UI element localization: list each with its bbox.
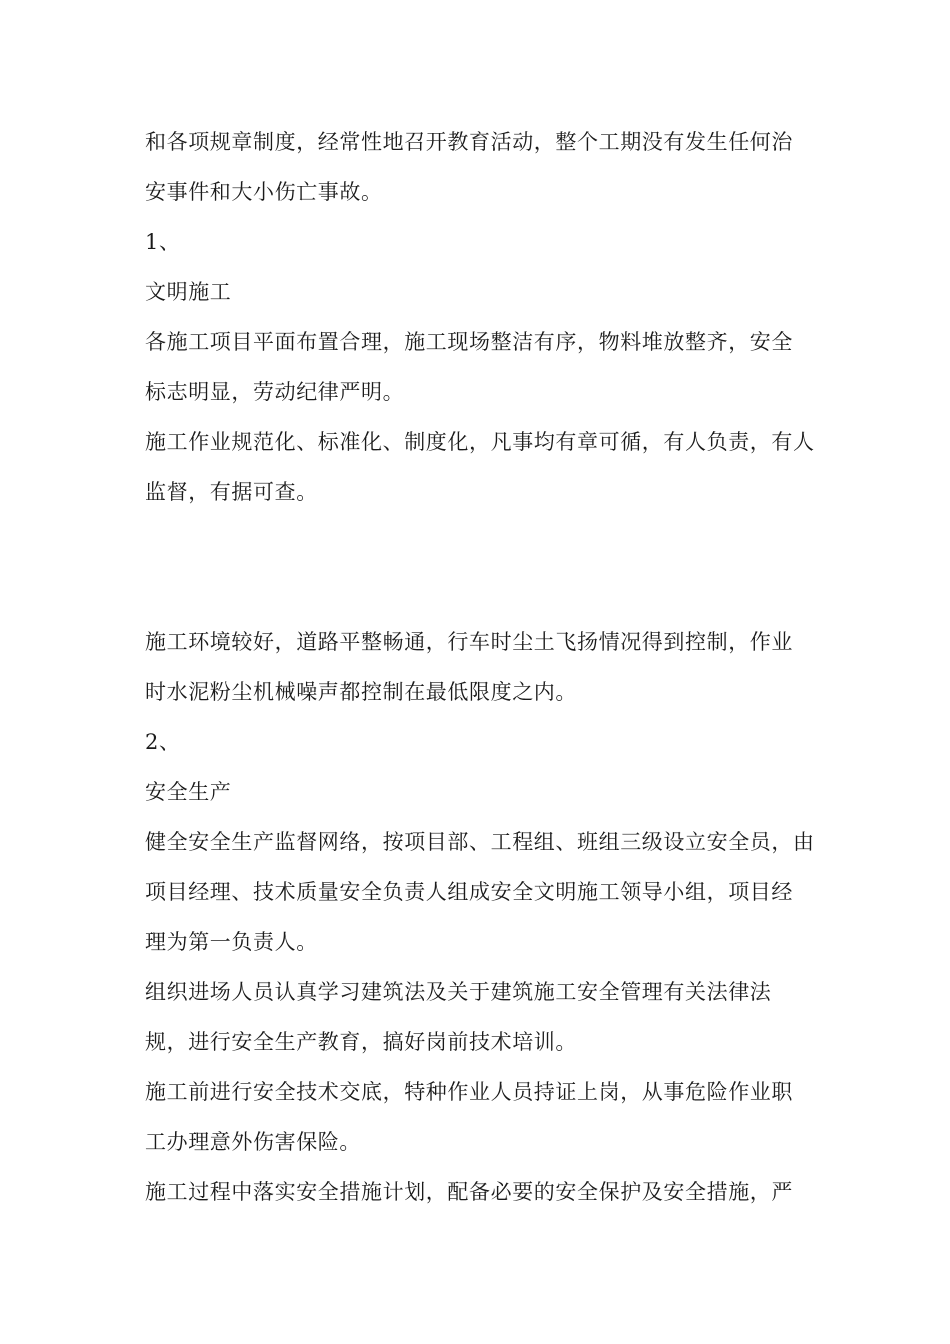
section-number: 2、: [145, 730, 181, 754]
text-line: 时水泥粉尘机械噪声都控制在最低限度之内。: [145, 680, 577, 704]
text-line: 安事件和大小伤亡事故。: [145, 180, 383, 204]
section-heading: 文明施工: [145, 280, 232, 304]
section-number: 1、: [145, 230, 181, 254]
text-line: 理为第一负责人。: [145, 930, 318, 954]
text-line: 施工作业规范化、标准化、制度化，凡事均有章可循，有人负责，有人: [145, 430, 815, 454]
text-line: 施工环境较好，道路平整畅通，行车时尘土飞扬情况得到控制，作业: [145, 630, 793, 654]
text-line: 规，进行安全生产教育，搞好岗前技术培训。: [145, 1030, 577, 1054]
text-line: 施工过程中落实安全措施计划，配备必要的安全保护及安全措施，严: [145, 1180, 793, 1204]
text-line: 健全安全生产监督网络，按项目部、工程组、班组三级设立安全员，由: [145, 830, 815, 854]
text-line: 组织进场人员认真学习建筑法及关于建筑施工安全管理有关法律法: [145, 980, 772, 1004]
text-line: 各施工项目平面布置合理，施工现场整洁有序，物料堆放整齐，安全: [145, 330, 793, 354]
text-line: 项目经理、技术质量安全负责人组成安全文明施工领导小组，项目经: [145, 880, 793, 904]
section-heading: 安全生产: [145, 780, 232, 804]
text-line: 工办理意外伤害保险。: [145, 1130, 361, 1154]
text-line: 监督，有据可查。: [145, 480, 318, 504]
text-line: 标志明显，劳动纪律严明。: [145, 380, 405, 404]
text-line: 施工前进行安全技术交底，特种作业人员持证上岗，从事危险作业职: [145, 1080, 793, 1104]
text-line: 和各项规章制度，经常性地召开教育活动，整个工期没有发生任何治: [145, 130, 793, 154]
